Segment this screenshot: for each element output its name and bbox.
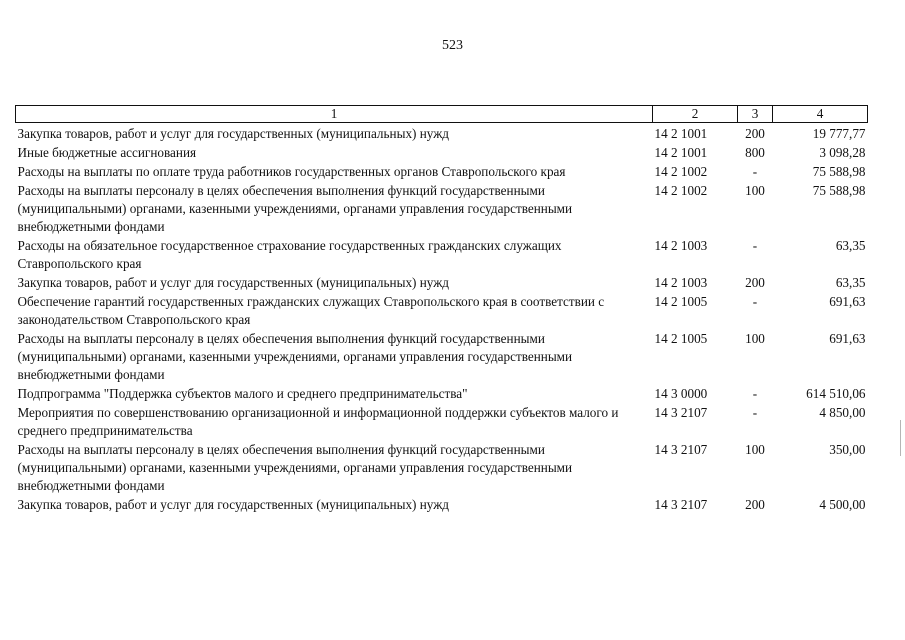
row-name: Расходы на обязательное государственное страхование государственных гражданских служащих Ставропольского края [17, 238, 562, 271]
row-type: - [752, 405, 758, 420]
row-name: Расходы на выплаты персоналу в целях обеспечения выполнения функций государственными (муниципальными) органами, казенными учреждениями, органами управления государственными внебюджетными фондами [17, 183, 573, 234]
row-code: 14 3 0000 [654, 386, 708, 401]
table-row [16, 144, 868, 163]
row-code: 14 3 2107 [654, 405, 708, 420]
row-type: 200 [745, 497, 765, 512]
row-code: 14 3 2107 [654, 442, 708, 457]
row-type: - [752, 164, 758, 179]
row-sum: 63,35 [835, 238, 866, 253]
table-row [16, 274, 868, 293]
row-code: 14 2 1001 [654, 145, 708, 160]
table-row [16, 404, 868, 441]
row-code: 14 2 1005 [654, 331, 708, 346]
table-header-row [16, 106, 868, 123]
table-row [16, 182, 868, 237]
row-name: Обеспечение гарантий государственных гражданских служащих Ставропольского края в соответствии с законодательством Ставропольского края [17, 294, 605, 327]
row-type: - [752, 238, 758, 253]
row-type: 200 [745, 275, 765, 290]
row-sum: 4 850,00 [819, 405, 866, 420]
header-col-sum: 4 [773, 106, 868, 123]
row-name: Расходы на выплаты персоналу в целях обеспечения выполнения функций государственными (муниципальными) органами, казенными учреждениями, органами управления государственными внебюджетными фондами [17, 331, 573, 382]
row-code: 14 3 2107 [654, 497, 708, 512]
row-code: 14 2 1003 [654, 238, 708, 253]
row-name: Подпрограмма "Поддержка субъектов малого и среднего предпринимательства" [17, 386, 468, 401]
row-sum: 75 588,98 [812, 183, 866, 198]
row-sum: 19 777,77 [812, 126, 866, 141]
row-sum: 63,35 [835, 275, 866, 290]
row-type: 200 [745, 126, 765, 141]
table-row [16, 237, 868, 274]
header-col-type: 3 [738, 106, 773, 123]
row-type: - [752, 294, 758, 309]
table-row [16, 293, 868, 330]
row-type: 100 [745, 331, 765, 346]
row-sum: 75 588,98 [812, 164, 866, 179]
row-code: 14 2 1003 [654, 275, 708, 290]
row-type: 800 [745, 145, 765, 160]
row-name: Иные бюджетные ассигнования [17, 145, 197, 160]
row-code: 14 2 1002 [654, 164, 708, 179]
header-col-code: 2 [653, 106, 738, 123]
row-name: Расходы на выплаты по оплате труда работников государственных органов Ставропольского края [17, 164, 566, 179]
row-code: 14 2 1002 [654, 183, 708, 198]
table-row [16, 330, 868, 385]
table-row [16, 385, 868, 404]
table-row [16, 496, 868, 515]
row-type: - [752, 386, 758, 401]
row-code: 14 2 1005 [654, 294, 708, 309]
row-sum: 350,00 [829, 442, 866, 457]
row-type: 100 [745, 442, 765, 457]
row-sum: 691,63 [829, 331, 866, 346]
row-name: Мероприятия по совершенствованию организационной и информационной поддержки субъектов малого и среднего предпринимательства [17, 405, 619, 438]
row-name: Закупка товаров, работ и услуг для государственных (муниципальных) нужд [17, 275, 450, 290]
scan-edge-mark [900, 420, 901, 456]
row-type: 100 [745, 183, 765, 198]
row-sum: 614 510,06 [806, 386, 866, 401]
page-number: 523 [442, 38, 463, 53]
row-name: Закупка товаров, работ и услуг для государственных (муниципальных) нужд [17, 126, 450, 141]
row-sum: 3 098,28 [819, 145, 866, 160]
header-col-name: 1 [16, 106, 653, 123]
budget-table [15, 105, 868, 515]
row-sum: 691,63 [829, 294, 866, 309]
row-sum: 4 500,00 [819, 497, 866, 512]
table-row [16, 441, 868, 496]
row-code: 14 2 1001 [654, 126, 708, 141]
row-name: Расходы на выплаты персоналу в целях обеспечения выполнения функций государственными (муниципальными) органами, казенными учреждениями, органами управления государственными внебюджетными фондами [17, 442, 573, 493]
table-row [16, 163, 868, 182]
row-name: Закупка товаров, работ и услуг для государственных (муниципальных) нужд [17, 497, 450, 512]
table-row [16, 123, 868, 145]
